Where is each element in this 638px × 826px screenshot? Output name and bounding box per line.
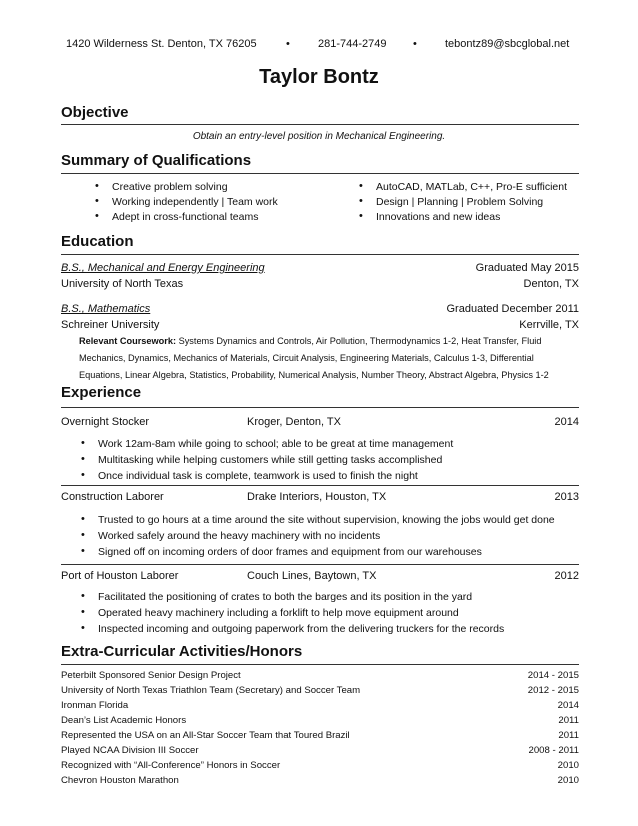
school-name: Schreiner University — [61, 319, 160, 331]
section-divider — [61, 564, 579, 565]
activity-date: 2011 — [558, 730, 579, 741]
job-bullet: • Operated heavy machinery including a forklift to help move equipment around — [98, 607, 459, 619]
activity-item: Peterbilt Sponsored Senior Design Project — [61, 670, 241, 681]
job-bullet: • Worked safely around the heavy machinery with no incidents — [98, 530, 380, 542]
activity-date: 2011 — [558, 715, 579, 726]
activity-date: 2014 — [557, 700, 579, 711]
section-divider — [61, 664, 579, 665]
contact-separator: • — [413, 38, 417, 50]
job-title: Overnight Stocker — [61, 416, 150, 428]
contact-email: tebontz89@sbcglobal.net — [445, 38, 570, 50]
degree-title: B.S., Mechanical and Energy Engineering — [61, 262, 265, 274]
activity-item: University of North Texas Triathlon Team (Secretary) and Soccer Team — [61, 685, 361, 696]
summary-item: • Working independently | Team work — [112, 196, 278, 208]
degree-date: Graduated May 2015 — [475, 262, 579, 274]
job-bullet: • Facilitated the positioning of crates to both the barges and its position in the yard — [98, 591, 472, 603]
school-name: University of North Texas — [61, 278, 184, 290]
education-heading: Education — [61, 233, 134, 250]
activity-item: Ironman Florida — [61, 700, 129, 711]
activity-item: Played NCAA Division III Soccer — [61, 745, 199, 756]
job-employer: Drake Interiors, Houston, TX — [247, 491, 387, 503]
job-employer: Kroger, Denton, TX — [247, 416, 341, 428]
job-bullet: • Multitasking while helping customers while still getting tasks accomplished — [98, 454, 442, 466]
contact-phone: 281-744-2749 — [318, 38, 387, 50]
coursework-list: Systems Dynamics and Controls, Air Pollution, Thermodynamics 1-2, Heat Transfer, Fluid Mechanics, Dynamics, Mechanics of Materials, Circuit Analysis, Engineering Materials, Calculus 1-3, Differential Equations, Linear Algebra, Statistics, Probability, Numerical Analysis, Number Theory, Abstract Algebra, Physics 1-2 — [79, 336, 549, 380]
summary-item: • Creative problem solving — [112, 181, 228, 193]
job-bullet: • Signed off on incoming orders of door frames and equipment from our warehouses — [98, 546, 482, 558]
degree-title: B.S., Mathematics — [61, 303, 151, 315]
section-divider — [61, 485, 579, 486]
objective-text: Obtain an entry-level position in Mechanical Engineering. — [192, 131, 446, 142]
job-bullet: • Once individual task is complete, teamwork is used to finish the night — [98, 470, 418, 482]
job-bullet: • Work 12am-8am while going to school; able to be great at time management — [98, 438, 453, 450]
summary-item: • AutoCAD, MATLab, C++, Pro-E sufficient — [376, 181, 567, 193]
section-divider — [61, 254, 579, 255]
school-location: Denton, TX — [523, 278, 579, 290]
job-bullet: • Trusted to go hours at a time around the site without supervision, knowing the jobs would get done — [98, 514, 555, 526]
activity-item: Represented the USA on an All-Star Soccer Team that Toured Brazil — [61, 730, 350, 741]
degree-date: Graduated December 2011 — [446, 303, 579, 315]
activity-date: 2012 - 2015 — [527, 685, 579, 696]
relevant-coursework — [79, 333, 579, 384]
job-bullet: • Inspected incoming and outgoing paperwork from the delivering truckers for the records — [98, 623, 504, 635]
job-title: Port of Houston Laborer — [61, 570, 179, 582]
coursework-label: Relevant Coursework: — [79, 336, 177, 346]
activities-heading: Extra-Curricular Activities/Honors — [61, 643, 303, 660]
section-divider — [61, 173, 579, 174]
job-year: 2014 — [554, 416, 579, 428]
activity-date: 2008 - 2011 — [528, 745, 579, 756]
section-divider — [61, 124, 579, 125]
candidate-name: Taylor Bontz — [259, 66, 379, 88]
activity-item: Chevron Houston Marathon — [61, 775, 179, 786]
section-divider — [61, 407, 579, 408]
summary-item: • Adept in cross-functional teams — [112, 211, 259, 223]
activity-date: 2010 — [557, 760, 579, 771]
objective-heading: Objective — [61, 104, 129, 121]
contact-address: 1420 Wilderness St. Denton, TX 76205 — [66, 38, 257, 50]
job-year: 2012 — [554, 570, 579, 582]
job-title: Construction Laborer — [61, 491, 164, 503]
job-year: 2013 — [554, 491, 579, 503]
activity-date: 2014 - 2015 — [527, 670, 579, 681]
activity-item: Recognized with “All-Conference” Honors in Soccer — [61, 760, 281, 771]
job-employer: Couch Lines, Baytown, TX — [247, 570, 377, 582]
activity-item: Dean’s List Academic Honors — [61, 715, 187, 726]
summary-heading: Summary of Qualifications — [61, 152, 252, 169]
contact-separator: • — [286, 38, 290, 50]
school-location: Kerrville, TX — [519, 319, 579, 331]
experience-heading: Experience — [61, 384, 142, 401]
activity-date: 2010 — [557, 775, 579, 786]
summary-item: • Innovations and new ideas — [376, 211, 500, 223]
summary-item: • Design | Planning | Problem Solving — [376, 196, 543, 208]
